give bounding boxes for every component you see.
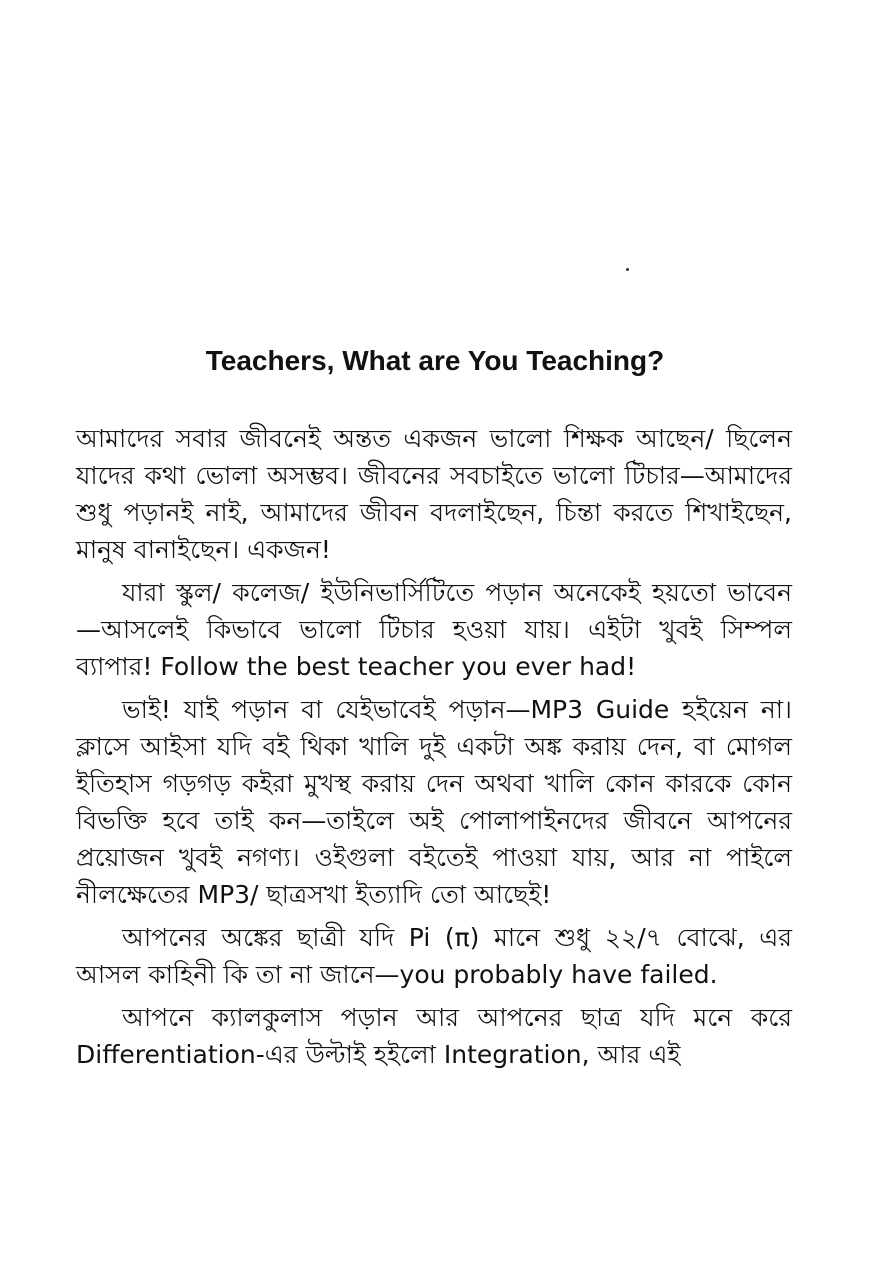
page-title: Teachers, What are You Teaching?: [205, 345, 665, 376]
paragraph-3: ভাই! যাই পড়ান বা যেইভাবেই পড়ান—MP3 Guide হইয়েন না। ক্লাসে আইসা যদি বই থিকা খালি দুই একটা অঙ্ক করায় দেন, বা মোগল ইতিহাস গড়গড় কইরা মুখস্থ করায় দেন অথবা খালি কোন কারকে কোন বিভক্তি হবে তাই কন—তাইলে অই পোলাপাইনদের জীবনে আপনের প্রয়োজন খুবই নগণ্য। ওইগুলা বইতেই পাওয়া যায়, আর না পাইলে নীলক্ষেতের MP3/ ছাত্রসখা ইত্যাদি তো আছেই!: [76, 695, 792, 909]
paragraph-5: আপনে ক্যালকুলাস পড়ান আর আপনের ছাত্র যদি মনে করে Differentiation-এর উল্টাই হইলো Integration, আর এই: [76, 1003, 792, 1069]
body-text: [76, 420, 792, 1079]
paragraph-1: আমাদের সবার জীবনেই অন্তত একজন ভালো শিক্ষক আছেন/ ছিলেন যাদের কথা ভোলা অসম্ভব। জীবনের সবচাইতে ভালো টিচার—আমাদের শুধু পড়ানই নাই, আমাদের জীবন বদলাইছেন, চিন্তা করতে শিখাইছেন, মানুষ বানাইছেন। একজন!: [76, 424, 792, 564]
paragraph-4: আপনের অঙ্কের ছাত্রী যদি Pi (π) মানে শুধু ২২/৭ বোঝে, এর আসল কাহিনী কি তা না জানে—you probably have failed.: [76, 923, 792, 989]
paragraph-2: যারা স্কুল/ কলেজ/ ইউনিভার্সিটিতে পড়ান অনেকেই হয়তো ভাবেন—আসলেই কিভাবে ভালো টিচার হওয়া যায়। এইটা খুবই সিম্পল ব্যাপার! Follow the best teacher you ever had!: [76, 578, 792, 681]
ink-speck: [626, 268, 629, 271]
